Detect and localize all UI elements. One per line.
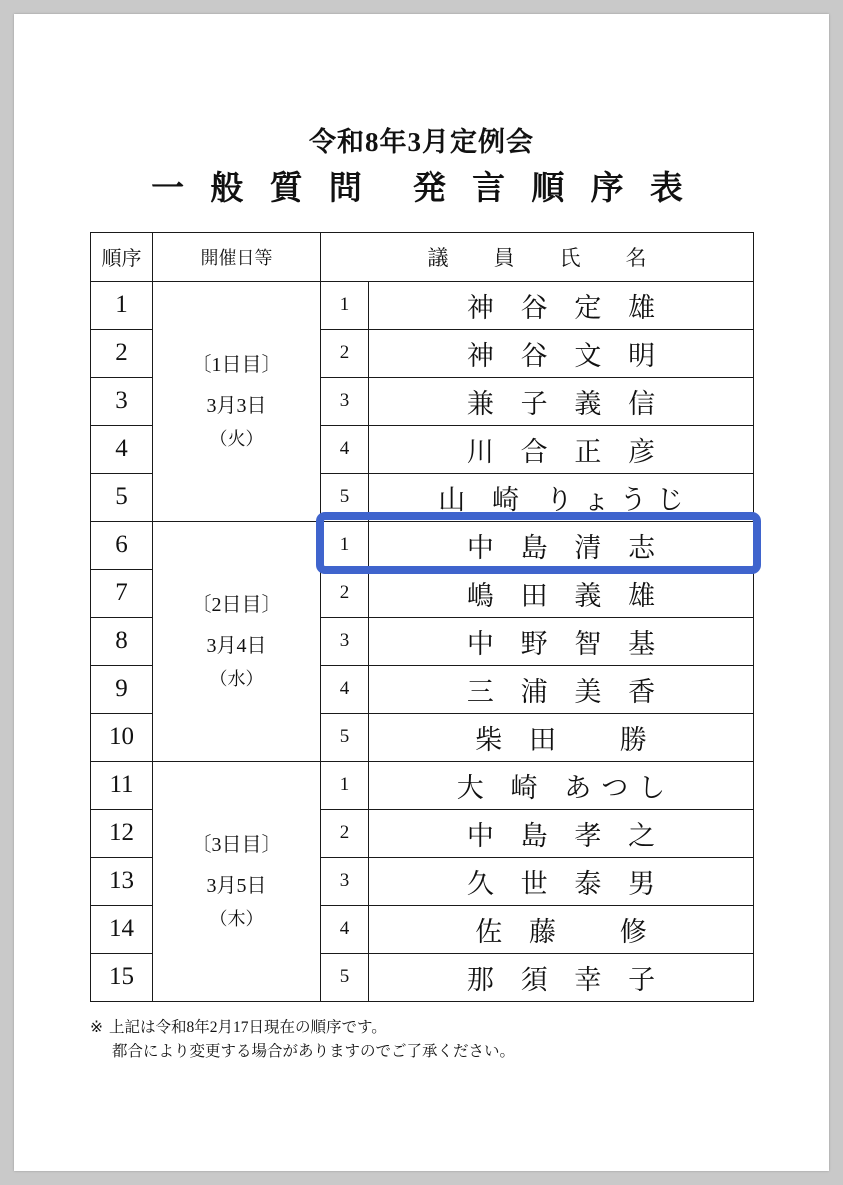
date-dow: （火）: [209, 428, 264, 449]
page-title: 一 般 質 問 発 言 順 序 表: [151, 171, 692, 208]
header-order: 順序: [91, 232, 153, 281]
cell-sub-order: 3: [321, 617, 369, 665]
cell-order: 6: [91, 521, 153, 569]
date-month-day: 3月5日: [206, 874, 267, 897]
cell-order: 1: [91, 281, 153, 329]
date-dow: （木）: [209, 908, 264, 929]
table-wrapper: [90, 232, 753, 1002]
cell-order: 14: [91, 905, 153, 953]
table-head: [91, 232, 754, 281]
table-row: [91, 521, 754, 569]
cell-member-name: 三 浦 美 香: [369, 665, 754, 713]
table-body: [91, 281, 754, 1001]
date-label: 〔1日目〕: [191, 353, 282, 376]
document-subtitle: 令和8年3月定例会: [309, 127, 534, 157]
cell-member-name-highlighted: 中 島 清 志: [369, 521, 754, 569]
cell-order: 9: [91, 665, 153, 713]
date-month-day: 3月4日: [206, 634, 267, 657]
cell-sub-order: 1: [321, 761, 369, 809]
cell-member-name: 中 島 孝 之: [369, 809, 754, 857]
cell-member-name: 柴 田 勝: [369, 713, 754, 761]
cell-member-name: 中 野 智 基: [369, 617, 754, 665]
cell-sub-order: 2: [321, 809, 369, 857]
cell-order: 10: [91, 713, 153, 761]
cell-date-group: [153, 281, 321, 521]
cell-order: 13: [91, 857, 153, 905]
cell-date-group: [153, 521, 321, 761]
cell-sub-order: 2: [321, 329, 369, 377]
cell-order: 15: [91, 953, 153, 1001]
cell-member-name: 久 世 泰 男: [369, 857, 754, 905]
date-label: 〔2日目〕: [191, 593, 282, 616]
cell-sub-order: 4: [321, 425, 369, 473]
cell-sub-order: 2: [321, 569, 369, 617]
footnote-mark: ※: [90, 1018, 103, 1036]
cell-member-name: 川 合 正 彦: [369, 425, 754, 473]
cell-order: 7: [91, 569, 153, 617]
table-row: [91, 761, 754, 809]
cell-order: 8: [91, 617, 153, 665]
header-date: 開催日等: [153, 232, 321, 281]
cell-sub-order: 5: [321, 713, 369, 761]
cell-order: 12: [91, 809, 153, 857]
cell-order: 5: [91, 473, 153, 521]
table-row: [91, 281, 754, 329]
cell-member-name: 那 須 幸 子: [369, 953, 754, 1001]
cell-member-name: 兼 子 義 信: [369, 377, 754, 425]
cell-sub-order: 5: [321, 473, 369, 521]
cell-order: 4: [91, 425, 153, 473]
date-label: 〔3日目〕: [191, 833, 282, 856]
cell-sub-order: 5: [321, 953, 369, 1001]
footnote: [90, 1016, 753, 1064]
cell-member-name: 嶋 田 義 雄: [369, 569, 754, 617]
table-header-row: [91, 232, 754, 281]
title-block: [14, 14, 829, 210]
footnote-line-1: [90, 1016, 753, 1040]
header-name: 議 員 氏 名: [321, 232, 754, 281]
cell-member-name: 佐 藤 修: [369, 905, 754, 953]
cell-member-name: 大 崎 あつし: [369, 761, 754, 809]
cell-order: 3: [91, 377, 153, 425]
footnote-text-2: 都合により変更する場合がありますのでご了承ください。: [112, 1043, 516, 1060]
cell-date-group: [153, 761, 321, 1001]
cell-member-name: 神 谷 文 明: [369, 329, 754, 377]
cell-sub-order: 1: [321, 521, 369, 569]
cell-order: 2: [91, 329, 153, 377]
cell-order: 11: [91, 761, 153, 809]
date-dow: （水）: [209, 668, 264, 689]
cell-sub-order: 3: [321, 377, 369, 425]
footnote-text-1: 上記は令和8年2月17日現在の順序です。: [109, 1018, 387, 1036]
cell-member-name: 山 崎 りょうじ: [369, 473, 754, 521]
date-month-day: 3月3日: [206, 394, 267, 417]
cell-sub-order: 3: [321, 857, 369, 905]
cell-sub-order: 4: [321, 665, 369, 713]
document-page: [14, 14, 829, 1171]
cell-sub-order: 4: [321, 905, 369, 953]
cell-member-name: 神 谷 定 雄: [369, 281, 754, 329]
speaking-order-table: [90, 232, 754, 1002]
cell-sub-order: 1: [321, 281, 369, 329]
